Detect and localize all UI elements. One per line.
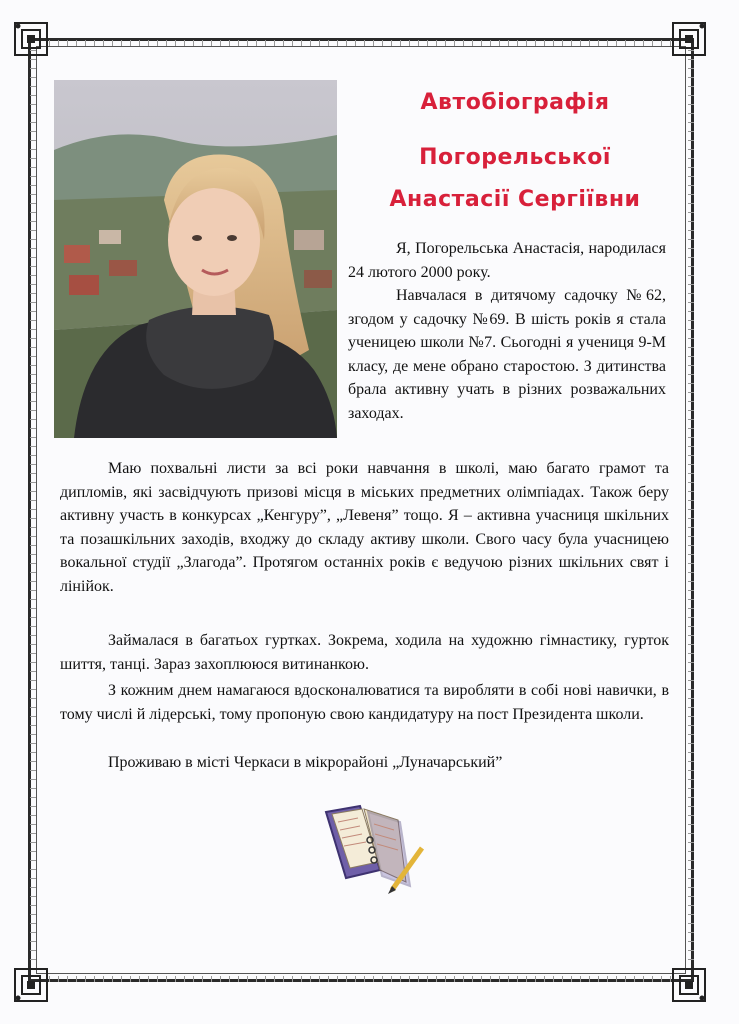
corner-ornament-top-left — [14, 22, 48, 56]
corner-ornament-top-right — [672, 22, 706, 56]
border-pattern-top — [40, 40, 682, 46]
paragraph-education: Навчалася в дитячому садочку №62, згодом у садочку №69. В шість років я стала ученицею школи №7. Сьогодні я учениця 9-М класу, де мене обрано старостою. З дитинства брала активну учать в різних розважальних заходах. — [348, 287, 666, 422]
title-line-2: Погорельської — [419, 145, 611, 170]
paragraph-goals: З кожним днем намагаюся вдосконалюватися та виробляти в собі нові навички, в тому числі й лідерські, тому пропоную свою кандидатуру на пост Президента школи. — [60, 682, 669, 723]
paragraph-hobbies: Займалася в багатьох гуртках. Зокрема, ходила на художню гімнастику, гурток шиття, танці. Зараз захоплююся витинанкою. — [60, 632, 669, 673]
corner-ornament-bottom-right — [672, 968, 706, 1002]
paragraph-achievements: Маю похвальні листи за всі роки навчання в школі, маю багато грамот та дипломів, які засвідчують призові місця в міських предметних олімпіадах. Також беру активну участь в конкурсах „Кенгуру”, „Левеня” тощо. Я – активна учасниця шкільних та позашкільних заходів, входжу до складу активу школи. Свого часу була учасницею вокальної студії „Злагода”. Протягом останніх років є ведучою різних шкільних свят і лінійок. — [60, 460, 669, 595]
border-pattern-bottom — [40, 976, 682, 982]
title-line-3: Анастасії Сергіївни — [389, 187, 641, 212]
title-line-1: Автобіографія — [420, 90, 610, 115]
paragraph-residence: Проживаю в місті Черкаси в мікрорайоні „Луначарський” — [108, 754, 503, 771]
corner-ornament-bottom-left — [14, 968, 48, 1002]
open-book-with-pencil-icon — [322, 800, 428, 895]
portrait-photo — [54, 80, 337, 438]
paragraph-birth: Я, Погорельська Анастасія, народилася 24 лютого 2000 року. — [348, 240, 666, 281]
border-pattern-right — [688, 50, 694, 970]
border-pattern-left — [30, 50, 36, 970]
